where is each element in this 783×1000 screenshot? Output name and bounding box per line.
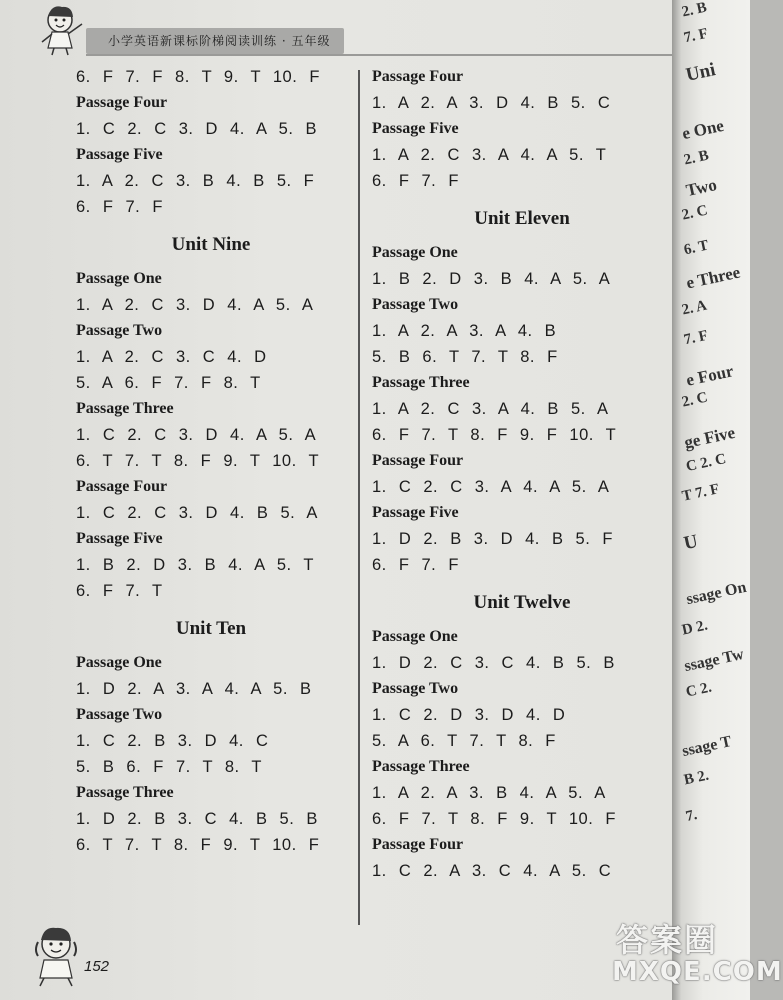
passage-heading: Passage One	[76, 654, 162, 671]
answer-line: 5. B 6. T 7. T 8. F	[372, 348, 558, 366]
header-rule	[86, 54, 690, 56]
left-column	[76, 64, 346, 858]
adjacent-page-text: Two	[684, 175, 719, 201]
adjacent-page-text: 2. C	[680, 389, 710, 411]
answer-line: 1. A 2. C 3. B 4. B 5. F	[76, 172, 315, 190]
answer-line: 1. A 2. C 3. A 4. A 5. T	[372, 146, 607, 164]
answer-line: 1. C 2. C 3. D 4. A 5. A	[76, 426, 317, 444]
answer-line: 1. C 2. C 3. A 4. A 5. A	[372, 478, 610, 496]
adjacent-page-text: e Three	[684, 262, 742, 293]
adjacent-page-text: e One	[680, 115, 726, 144]
unit-heading: Unit Twelve	[473, 592, 571, 613]
answer-line: 6. F 7. T 8. F 9. F 10. T	[372, 426, 617, 444]
adjacent-page-text: 7. F	[682, 327, 710, 349]
answer-line: 1. D 2. C 3. C 4. B 5. B	[372, 654, 615, 672]
answer-line: 5. A 6. T 7. T 8. F	[372, 732, 556, 750]
answer-line: 1. A 2. A 3. A 4. B	[372, 322, 557, 340]
answer-line: 6. F 7. T 8. F 9. T 10. F	[372, 810, 616, 828]
passage-heading: Passage Four	[76, 478, 168, 495]
answer-line: 1. C 2. C 3. D 4. A 5. B	[76, 120, 317, 138]
watermark	[560, 905, 783, 1000]
passage-heading: Passage Two	[372, 296, 459, 313]
passage-heading: Passage Four	[76, 94, 168, 111]
answer-line: 1. B 2. D 3. B 4. A 5. T	[76, 556, 314, 574]
adjacent-page-text: U	[681, 530, 700, 555]
girl-mascot-icon	[38, 2, 86, 56]
passage-heading: Passage Two	[76, 322, 163, 339]
answer-line: 1. A 2. C 3. C 4. D	[76, 348, 267, 366]
adjacent-page-text: ssage Tw	[682, 645, 746, 676]
passage-heading: Passage Four	[372, 452, 464, 469]
answer-line: 5. A 6. F 7. F 8. T	[76, 374, 261, 392]
adjacent-page-text: Uni	[684, 59, 718, 86]
unit-heading: Unit Eleven	[474, 208, 570, 229]
girl-reading-mascot-icon	[30, 920, 84, 990]
answer-line: 6. F 7. F 8. T 9. T 10. F	[76, 68, 320, 86]
answer-line: 1. A 2. C 3. D 4. A 5. A	[76, 296, 314, 314]
adjacent-page-text: ge Five	[682, 422, 737, 453]
answer-line: 1. D 2. B 3. D 4. B 5. F	[372, 530, 613, 548]
watermark-cn-text: 答案圈	[616, 921, 719, 959]
adjacent-page-text: C 2. C	[684, 450, 728, 476]
answer-line: 6. F 7. T	[76, 582, 163, 600]
answer-line: 1. C 2. C 3. D 4. B 5. A	[76, 504, 318, 522]
passage-heading: Passage One	[76, 270, 162, 287]
book-title-band	[86, 28, 344, 54]
passage-heading: Passage Three	[76, 784, 174, 801]
adjacent-page-text: ssage T	[680, 733, 734, 761]
adjacent-page-text: 2. B	[682, 147, 711, 169]
passage-heading: Passage Five	[76, 530, 163, 547]
passage-heading: Passage Four	[372, 836, 464, 853]
passage-heading: Passage Two	[372, 680, 459, 697]
answer-line: 5. B 6. F 7. T 8. T	[76, 758, 262, 776]
adjacent-page-text: e Four	[684, 361, 736, 390]
column-divider	[358, 70, 360, 925]
adjacent-page-text: 7.	[684, 807, 699, 826]
answer-line: 1. C 2. A 3. C 4. A 5. C	[372, 862, 612, 880]
answer-line: 1. A 2. A 3. D 4. B 5. C	[372, 94, 611, 112]
passage-heading: Passage Five	[372, 120, 459, 137]
answer-line: 1. D 2. B 3. C 4. B 5. B	[76, 810, 318, 828]
answer-line: 1. C 2. B 3. D 4. C	[76, 732, 269, 750]
adjacent-page-text: D 2.	[680, 617, 710, 639]
adjacent-page-text: T 7. F	[680, 481, 721, 505]
passage-heading: Passage Four	[372, 68, 464, 85]
page-header	[0, 0, 690, 60]
adjacent-page-text: ssage On	[684, 578, 748, 609]
answer-line: 6. F 7. F	[372, 172, 459, 190]
right-column	[372, 64, 672, 884]
answer-line: 1. A 2. A 3. B 4. A 5. A	[372, 784, 606, 802]
passage-heading: Passage Three	[76, 400, 174, 417]
passage-heading: Passage Five	[372, 504, 459, 521]
adjacent-page-edge	[672, 0, 750, 1000]
watermark-url-text: MXQE.COM	[612, 957, 783, 987]
adjacent-page-text: 2. B	[680, 0, 709, 21]
adjacent-page-text: 7. F	[682, 25, 710, 47]
answer-line: 6. F 7. F	[372, 556, 459, 574]
adjacent-page-text: 6. T	[682, 237, 711, 259]
passage-heading: Passage Five	[76, 146, 163, 163]
unit-heading: Unit Ten	[175, 618, 247, 639]
passage-heading: Passage One	[372, 628, 458, 645]
passage-heading: Passage Two	[76, 706, 163, 723]
adjacent-page-text: 2. A	[680, 297, 709, 319]
answer-line: 6. F 7. F	[76, 198, 163, 216]
adjacent-page-text: C 2.	[684, 679, 714, 701]
unit-heading: Unit Nine	[171, 234, 251, 255]
answer-line: 1. D 2. A 3. A 4. A 5. B	[76, 680, 312, 698]
page-number: 152	[84, 958, 110, 975]
answer-line: 1. B 2. D 3. B 4. A 5. A	[372, 270, 611, 288]
adjacent-page-text: 2. C	[680, 202, 710, 224]
answer-line: 6. T 7. T 8. F 9. T 10. F	[76, 836, 320, 854]
answer-line: 6. T 7. T 8. F 9. T 10. T	[76, 452, 320, 470]
passage-heading: Passage One	[372, 244, 458, 261]
passage-heading: Passage Three	[372, 374, 470, 391]
answer-line: 1. A 2. C 3. A 4. B 5. A	[372, 400, 609, 418]
answer-line: 1. C 2. D 3. D 4. D	[372, 706, 566, 724]
adjacent-page-text: B 2.	[682, 767, 711, 789]
book-title: 小学英语新课标阶梯阅读训练 · 五年级	[108, 34, 331, 48]
passage-heading: Passage Three	[372, 758, 470, 775]
